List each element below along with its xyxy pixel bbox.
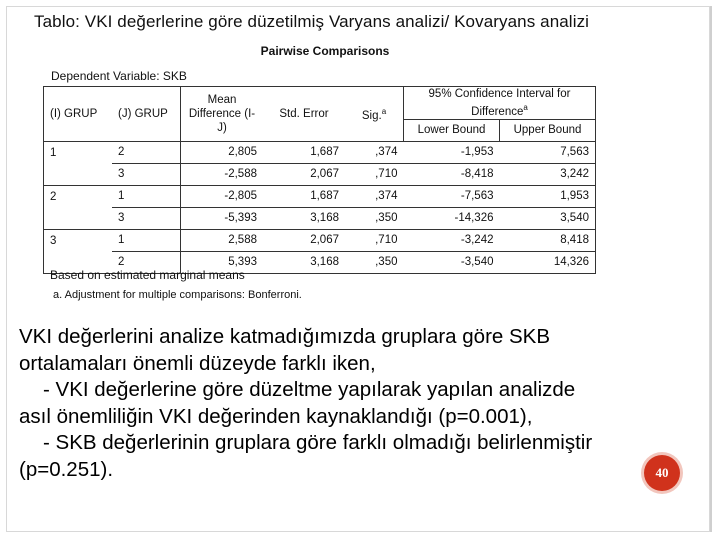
cell-j-group: 2 <box>112 251 181 273</box>
cell-i-group <box>44 163 113 185</box>
table-footnote-adjustment: a. Adjustment for multiple comparisons: Bonferroni. <box>53 289 302 301</box>
cell-upper-bound: 8,418 <box>500 229 596 251</box>
cell-j-group: 2 <box>112 141 181 163</box>
cell-std-error: 1,687 <box>263 141 345 163</box>
table-row <box>44 141 596 163</box>
table-row <box>44 229 596 251</box>
cell-lower-bound: -14,326 <box>404 207 500 229</box>
header-confidence-interval: 95% Confidence Interval for Difference$^a$ <box>404 87 596 120</box>
cell-upper-bound: 7,563 <box>500 141 596 163</box>
cell-mean-difference: -2,588 <box>181 163 264 185</box>
cell-std-error: 3,168 <box>263 251 345 273</box>
page-number-badge: 40 <box>644 455 680 491</box>
cell-std-error: 3,168 <box>263 207 345 229</box>
cell-sig: ,374 <box>345 185 404 207</box>
table-footnote-means: Based on estimated marginal means <box>50 268 245 282</box>
cell-sig: ,710 <box>345 163 404 185</box>
cell-mean-difference: 2,805 <box>181 141 264 163</box>
pairwise-comparisons-table <box>43 86 596 274</box>
cell-i-group: 1 <box>44 141 113 163</box>
body-line: asıl önemliliğin VKI değerinden kaynaklandığı (p=0.001), <box>19 404 533 428</box>
cell-sig: ,350 <box>345 207 404 229</box>
cell-j-group: 3 <box>112 163 181 185</box>
cell-mean-difference: 2,588 <box>181 229 264 251</box>
table-title: Pairwise Comparisons <box>260 44 390 58</box>
cell-mean-difference: -2,805 <box>181 185 264 207</box>
cell-sig: ,710 <box>345 229 404 251</box>
cell-lower-bound: -1,953 <box>404 141 500 163</box>
body-line: (p=0.251). <box>19 457 114 481</box>
body-line: - SKB değerlerinin gruplara göre farklı olmadığı belirlenmiştir <box>43 431 593 454</box>
header-mean-difference: Mean Difference (I-J) <box>181 87 264 142</box>
cell-upper-bound: 3,540 <box>500 207 596 229</box>
cell-sig: ,374 <box>345 141 404 163</box>
header-lower-bound: Lower Bound <box>404 119 500 141</box>
slide-edge-line <box>710 6 712 532</box>
cell-lower-bound: -3,242 <box>404 229 500 251</box>
slide-title: Tablo: VKI değerlerine göre düzetilmiş Varyans analizi/ Kovaryans analizi <box>34 12 590 31</box>
table-row <box>44 163 596 185</box>
cell-std-error: 2,067 <box>263 163 345 185</box>
body-line: VKI değerlerini analize katmadığımızda gruplara göre SKB <box>19 325 551 348</box>
cell-j-group: 1 <box>112 185 181 207</box>
cell-upper-bound: 14,326 <box>500 251 596 273</box>
header-j-group: (J) GRUP <box>112 87 181 142</box>
table-header-row-top <box>44 87 596 120</box>
cell-mean-difference: -5,393 <box>181 207 264 229</box>
header-sig: Sig.$^a$ <box>345 87 404 142</box>
cell-lower-bound: -8,418 <box>404 163 500 185</box>
cell-upper-bound: 1,953 <box>500 185 596 207</box>
header-i-group: (I) GRUP <box>44 87 113 142</box>
cell-lower-bound: -7,563 <box>404 185 500 207</box>
body-line: - VKI değerlerine göre düzeltme yapılarak yapılan analizde <box>43 378 576 401</box>
cell-lower-bound: -3,540 <box>404 251 500 273</box>
header-std-error: Std. Error <box>263 87 345 142</box>
cell-i-group <box>44 207 113 229</box>
slide-body-text <box>19 324 699 483</box>
cell-i-group: 3 <box>44 229 113 251</box>
table-row <box>44 185 596 207</box>
cell-upper-bound: 3,242 <box>500 163 596 185</box>
cell-i-group: 2 <box>44 185 113 207</box>
cell-j-group: 3 <box>112 207 181 229</box>
cell-std-error: 1,687 <box>263 185 345 207</box>
cell-j-group: 1 <box>112 229 181 251</box>
header-upper-bound: Upper Bound <box>500 119 596 141</box>
cell-std-error: 2,067 <box>263 229 345 251</box>
body-line: ortalamaları önemli düzeyde farklı iken, <box>19 351 376 375</box>
dependent-variable-label: Dependent Variable: SKB <box>51 69 187 83</box>
cell-sig: ,350 <box>345 251 404 273</box>
table-row <box>44 207 596 229</box>
cell-mean-difference: 5,393 <box>181 251 264 273</box>
